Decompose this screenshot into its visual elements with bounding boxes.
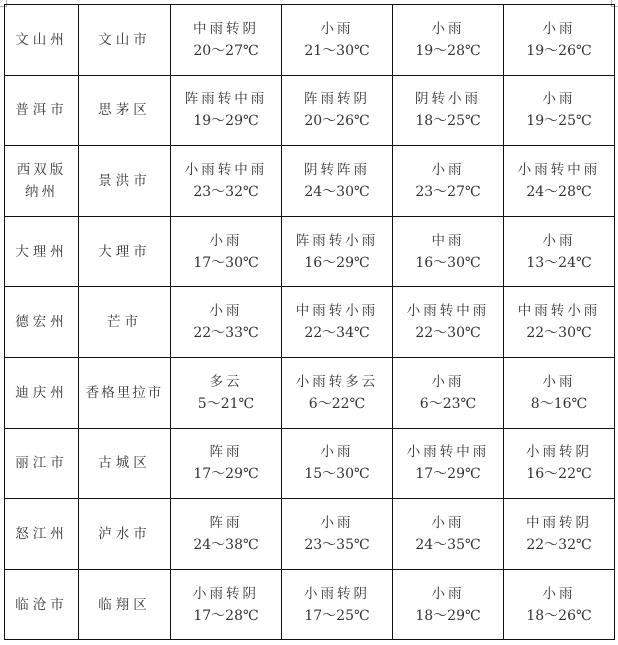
weather-condition: 小雨 [431,20,465,37]
prefecture-name: 迪庆州 [15,384,68,401]
weather-condition: 中雨转小雨 [517,303,601,320]
weather-condition: 阵雨 [209,514,243,531]
forecast-cell [282,499,393,570]
city-name: 古城区 [98,455,151,472]
forecast-cell [393,428,504,499]
city-cell [79,146,171,217]
temperature-range: 17～28℃ [193,607,259,624]
weather-condition: 中雨转阴 [193,20,259,37]
prefecture-cell [5,428,79,499]
temperature-range: 16～29℃ [304,254,370,271]
temperature-range: 24～35℃ [415,536,481,553]
table-row [5,357,615,428]
city-name: 大理市 [98,243,151,260]
weather-condition: 小雨转多云 [295,373,379,390]
weather-condition: 小雨 [542,373,576,390]
weather-condition: 小雨 [431,585,465,602]
prefecture-cell [5,569,79,640]
weather-condition: 小雨转中雨 [517,161,601,178]
temperature-range: 21～30℃ [304,42,370,59]
temperature-range: 22～34℃ [304,325,370,342]
weather-condition: 小雨转阴 [526,444,592,461]
weather-condition: 阵雨 [209,444,243,461]
forecast-cell [504,146,615,217]
city-cell [79,569,171,640]
temperature-range: 18～29℃ [415,607,481,624]
temperature-range: 19～25℃ [526,113,592,130]
temperature-range: 19～29℃ [193,113,259,130]
weather-condition: 多云 [209,373,243,390]
forecast-cell [393,569,504,640]
weather-condition: 小雨 [542,91,576,108]
temperature-range: 8～16℃ [530,395,588,412]
forecast-cell [282,5,393,76]
temperature-range: 22～30℃ [526,325,592,342]
weather-condition: 中雨 [431,232,465,249]
temperature-range: 16～30℃ [415,254,481,271]
weather-condition: 小雨 [209,232,243,249]
temperature-range: 24～28℃ [526,183,592,200]
city-name: 泸水市 [98,525,151,542]
weather-condition: 阴转阵雨 [304,161,370,178]
temperature-range: 24～38℃ [193,536,259,553]
table-row [5,75,615,146]
forecast-cell [393,5,504,76]
weather-condition: 小雨转阴 [304,585,370,602]
temperature-range: 6～23℃ [419,395,477,412]
forecast-cell [171,428,282,499]
temperature-range: 23～35℃ [304,536,370,553]
weather-condition: 小雨 [542,585,576,602]
city-cell [79,287,171,358]
prefecture-name-line2: 纳州 [25,183,58,200]
city-cell [79,499,171,570]
forecast-cell [393,357,504,428]
forecast-cell [282,75,393,146]
city-name: 临翔区 [98,596,151,613]
city-cell [79,216,171,287]
prefecture-name: 大理州 [15,243,68,260]
city-name: 文山市 [98,31,151,48]
forecast-cell [393,499,504,570]
weather-condition: 小雨 [542,232,576,249]
forecast-cell [393,216,504,287]
weather-condition: 小雨 [320,444,354,461]
temperature-range: 22～32℃ [526,536,592,553]
temperature-range: 19～26℃ [526,42,592,59]
weather-condition: 阵雨转小雨 [295,232,379,249]
weather-condition: 小雨转中雨 [406,444,490,461]
table-row [5,146,615,217]
temperature-range: 5～21℃ [197,395,255,412]
forecast-cell [171,499,282,570]
temperature-range: 23～27℃ [415,183,481,200]
prefecture-name: 临沧市 [15,596,68,613]
weather-condition: 小雨 [431,373,465,390]
temperature-range: 22～33℃ [193,325,259,342]
weather-condition: 小雨 [320,514,354,531]
forecast-cell [171,75,282,146]
prefecture-cell [5,146,79,217]
weather-condition: 小雨 [542,20,576,37]
temperature-range: 18～25℃ [415,113,481,130]
forecast-cell [504,499,615,570]
weather-condition: 小雨 [431,161,465,178]
forecast-cell [393,287,504,358]
city-name: 芒市 [107,314,142,331]
forecast-cell [282,287,393,358]
forecast-cell [282,216,393,287]
forecast-cell [282,357,393,428]
prefecture-name: 普洱市 [15,102,68,119]
city-cell [79,75,171,146]
forecast-cell [171,216,282,287]
forecast-cell [393,146,504,217]
forecast-cell [504,428,615,499]
weather-condition: 小雨转中雨 [184,161,268,178]
city-name: 思茅区 [98,102,151,119]
prefecture-cell [5,357,79,428]
city-cell [79,5,171,76]
prefecture-cell [5,287,79,358]
temperature-range: 20～26℃ [304,113,370,130]
forecast-cell [171,146,282,217]
temperature-range: 18～26℃ [526,607,592,624]
table-row [5,216,615,287]
prefecture-cell [5,216,79,287]
table-row [5,5,615,76]
prefecture-name-line1: 西双版 [16,161,67,178]
prefecture-cell [5,75,79,146]
forecast-cell [504,75,615,146]
forecast-cell [171,287,282,358]
temperature-range: 17～29℃ [415,466,481,483]
forecast-cell [171,5,282,76]
forecast-cell [171,569,282,640]
prefecture-name: 丽江市 [15,455,68,472]
prefecture-name: 怒江州 [15,525,68,542]
temperature-range: 17～29℃ [193,466,259,483]
table-row [5,499,615,570]
table-row [5,287,615,358]
city-cell [79,428,171,499]
weather-condition: 中雨转小雨 [295,303,379,320]
temperature-range: 13～24℃ [526,254,592,271]
temperature-range: 20～27℃ [193,42,259,59]
forecast-cell [504,216,615,287]
forecast-cell [504,287,615,358]
city-name: 景洪市 [98,172,151,189]
prefecture-cell [5,499,79,570]
table-row [5,569,615,640]
weather-condition: 阵雨转阴 [304,91,370,108]
weather-condition: 中雨转阴 [526,514,592,531]
forecast-cell [504,5,615,76]
forecast-cell [504,357,615,428]
weather-condition: 小雨转中雨 [406,303,490,320]
table-row [5,428,615,499]
temperature-range: 15～30℃ [304,466,370,483]
temperature-range: 22～30℃ [415,325,481,342]
forecast-cell [282,569,393,640]
temperature-range: 17～30℃ [193,254,259,271]
weather-forecast-table [4,4,615,640]
forecast-cell [282,146,393,217]
temperature-range: 24～30℃ [304,183,370,200]
prefecture-name: 文山州 [15,31,68,48]
weather-condition: 小雨 [320,20,354,37]
weather-condition: 小雨转阴 [193,585,259,602]
forecast-cell [393,75,504,146]
temperature-range: 6～22℃ [308,395,366,412]
weather-condition: 阵雨转中雨 [184,91,268,108]
forecast-cell [171,357,282,428]
city-cell [79,357,171,428]
city-name: 香格里拉市 [85,384,164,401]
prefecture-cell [5,5,79,76]
weather-condition: 小雨 [209,303,243,320]
weather-condition: 阴转小雨 [415,91,481,108]
forecast-cell [282,428,393,499]
temperature-range: 19～28℃ [415,42,481,59]
prefecture-name: 德宏州 [15,314,68,331]
temperature-range: 23～32℃ [193,183,259,200]
weather-condition: 小雨 [431,514,465,531]
temperature-range: 16～22℃ [526,466,592,483]
temperature-range: 17～25℃ [304,607,370,624]
forecast-cell [504,569,615,640]
